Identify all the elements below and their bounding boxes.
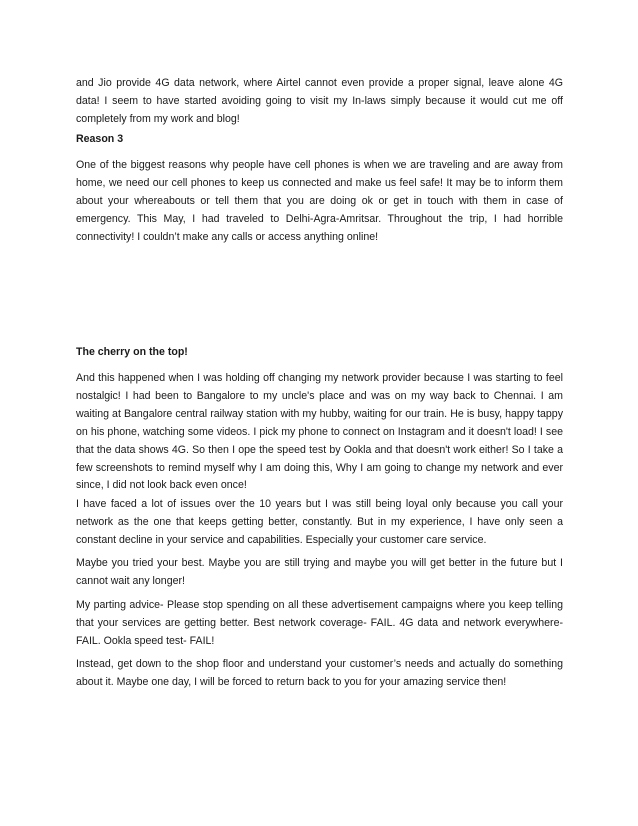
heading-cherry-on-top: The cherry on the top! [76, 346, 188, 358]
paragraph-issues: I have faced a lot of issues over the 10 years but I was still being loyal only because you call your network as the one that keeps getting better, constantly. But in my experience, I have only seen a constant decline in your service and capabilities. Especially your customer care service. [76, 498, 563, 546]
paragraph-maybe: Maybe you tried your best. Maybe you are still trying and maybe you will get better in the future but I cannot wait any longer! [76, 557, 563, 587]
paragraph-reason-3: One of the biggest reasons why people have cell phones is when we are traveling and are away from home, we need our cell phones to keep us connected and make us feel safe! It may be to inform them about your whereabouts or tell them that you are doing ok or get in touch with them in case of emergency. This May, I had traveled to Delhi-Agra-Amritsar. Throughout the trip, I had horrible connectivity! I couldn’t make any calls or access anything online! [76, 159, 563, 243]
paragraph-parting-advice: My parting advice- Please stop spending on all these advertisement campaigns where you keep telling that your services are getting better. Best network coverage- FAIL. 4G data and network everywhere- FAIL. Ookla speed test- FAIL! [76, 599, 563, 647]
heading-reason-3: Reason 3 [76, 133, 124, 145]
paragraph-closing: Instead, get down to the shop floor and understand your customer’s needs and actually do something about it. Maybe one day, I will be forced to return back to you for your amazing service then! [76, 658, 563, 688]
paragraph-cherry-on-top: And this happened when I was holding off changing my network provider because I was starting to feel nostalgic! I had been to Bangalore to my uncle's place and was on my way back to Chennai. I am waiting at Bangalore central railway station with my hubby, waiting for our train. He is busy, happy tappy on his phone, watching some videos. I pick my phone to connect on Instagram and it doesn't load! I see that the data shows 4G. So then I ope the speed test by Ookla and that doesn't work either! So I take a few screenshots to remind myself why I am doing this, Why I am going to change my network and ever since, I did not look back even once! [76, 372, 563, 492]
paragraph-intro: and Jio provide 4G data network, where Airtel cannot even provide a proper signal, leave alone 4G data! I seem to have started avoiding going to visit my In-laws simply because it would cut me off completely from my work and blog! [76, 77, 563, 125]
